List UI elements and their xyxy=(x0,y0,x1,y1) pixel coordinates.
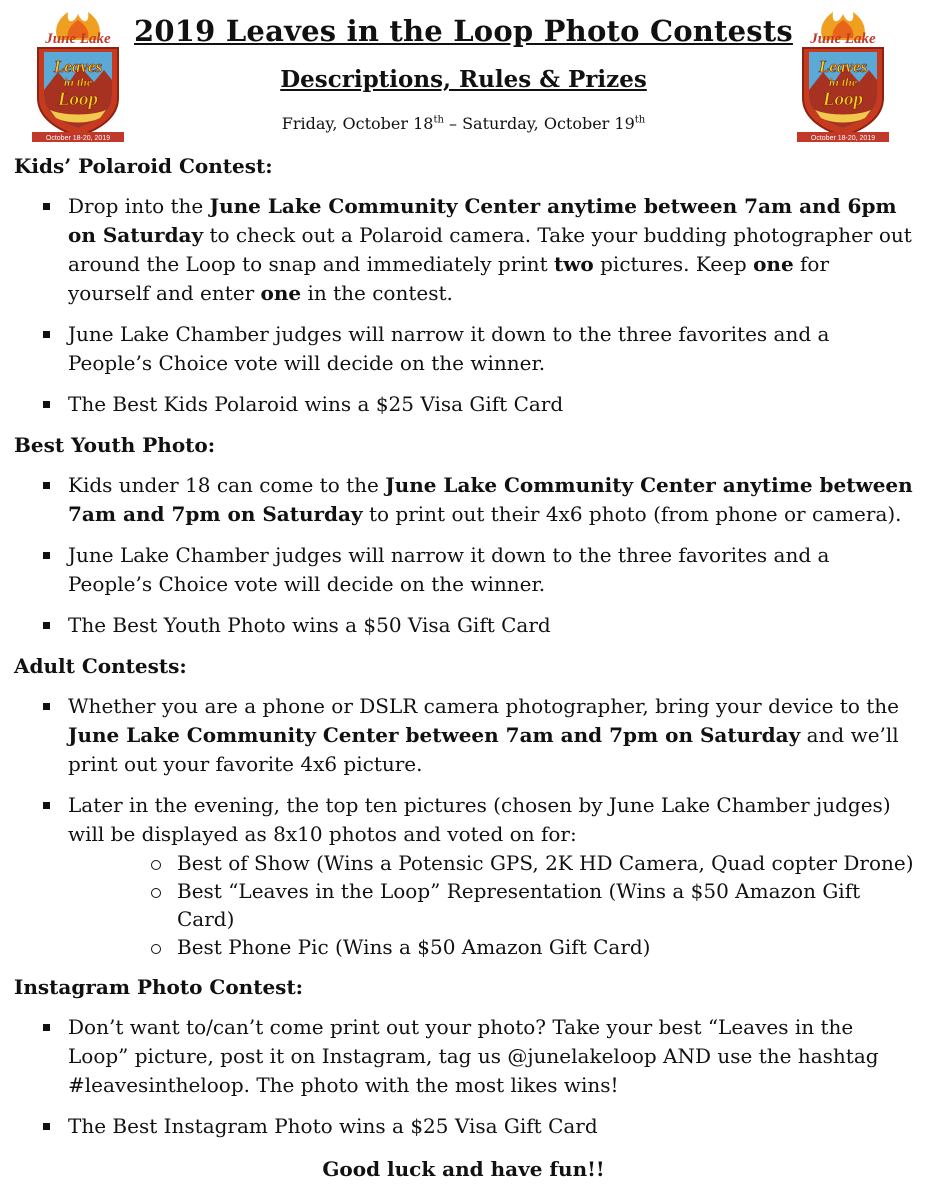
closing-message: Good luck and have fun!! xyxy=(322,1157,605,1181)
svg-text:Loop: Loop xyxy=(57,89,99,110)
list-item: Whether you are a phone or DSLR camera photographer, bring your device to the June Lake Community Center between 7am and 7pm on Saturday and we’ll print out your favorite 4x6 picture. xyxy=(14,692,914,779)
bullet-square-icon xyxy=(43,703,50,710)
bullet-square-icon xyxy=(43,203,50,210)
svg-text:June Lake: June Lake xyxy=(810,31,876,47)
page-subtitle: Descriptions, Rules & Prizes xyxy=(280,66,647,93)
svg-text:Loop: Loop xyxy=(822,89,864,110)
bullet-circle-icon xyxy=(151,944,161,954)
bullet-square-icon xyxy=(43,482,50,489)
event-dates: Friday, October 18th – Saturday, October 19th xyxy=(281,114,646,133)
list-item: The Best Youth Photo wins a $50 Visa Gift Card xyxy=(14,611,914,640)
list-item: The Best Instagram Photo wins a $25 Visa Gift Card xyxy=(14,1112,914,1141)
section-heading-instagram: Instagram Photo Contest: xyxy=(14,975,304,999)
list-item: The Best Kids Polaroid wins a $25 Visa Gift Card xyxy=(14,390,914,419)
bullet-square-icon xyxy=(43,1123,50,1130)
instagram-rules xyxy=(14,1013,914,1141)
svg-text:in the: in the xyxy=(828,75,858,89)
adult-award-categories xyxy=(68,849,914,961)
sub-list-item: Best of Show (Wins a Potensic GPS, 2K HD Camera, Quad copter Drone) xyxy=(68,849,914,877)
section-heading-best-youth: Best Youth Photo: xyxy=(14,433,216,457)
list-item: Don’t want to/can’t come print out your photo? Take your best “Leaves in the Loop” picture, post it on Instagram, tag us @junelakeloop AND use the hashtag #leavesintheloop. The photo with the most likes wins! xyxy=(14,1013,914,1100)
svg-text:Leaves: Leaves xyxy=(53,57,103,76)
list-item: June Lake Chamber judges will narrow it down to the three favorites and a People’s Choice vote will decide on the winner. xyxy=(14,541,914,599)
bullet-square-icon xyxy=(43,331,50,338)
sub-list-item: Best “Leaves in the Loop” Representation (Wins a $50 Amazon Gift Card) xyxy=(68,877,914,933)
adult-rules xyxy=(14,692,914,961)
svg-text:in the: in the xyxy=(63,75,93,89)
bullet-square-icon xyxy=(43,802,50,809)
bullet-circle-icon xyxy=(151,888,161,898)
bullet-square-icon xyxy=(43,1024,50,1031)
list-item: June Lake Chamber judges will narrow it down to the three favorites and a People’s Choice vote will decide on the winner. xyxy=(14,320,914,378)
svg-text:October 18-20, 2019: October 18-20, 2019 xyxy=(810,135,876,142)
list-item: Kids under 18 can come to the June Lake Community Center anytime between 7am and 7pm on Saturday to print out their 4x6 photo (from phone or camera). xyxy=(14,471,914,529)
kids-polaroid-rules xyxy=(14,192,914,419)
bullet-square-icon xyxy=(43,401,50,408)
list-item: Drop into the June Lake Community Center anytime between 7am and 6pm on Saturday to check out a Polaroid camera. Take your budding photographer out around the Loop to snap and immediately print two pictures. Keep one for yourself and enter one in the contest. xyxy=(14,192,914,308)
page-title: 2019 Leaves in the Loop Photo Contests xyxy=(134,14,793,48)
sub-list-item: Best Phone Pic (Wins a $50 Amazon Gift Card) xyxy=(68,933,914,961)
svg-text:June Lake: June Lake xyxy=(45,31,111,47)
section-heading-adult: Adult Contests: xyxy=(14,654,187,678)
bullet-circle-icon xyxy=(151,860,161,870)
list-item: Later in the evening, the top ten pictures (chosen by June Lake Chamber judges) will be displayed as 8x10 photos and voted on for: Best of Show (Wins a Potensic GPS, 2K HD Camera, Quad copter Drone) Best “Leaves in the Loop” Representation (Wins a $50 Amazon Gift Card) Best Phone Pic (Wins a $50 Amazon Gift Card) xyxy=(14,791,914,961)
section-heading-kids-polaroid: Kids’ Polaroid Contest: xyxy=(14,154,273,178)
bullet-square-icon xyxy=(43,552,50,559)
best-youth-rules xyxy=(14,471,914,640)
svg-text:Leaves: Leaves xyxy=(818,57,868,76)
svg-text:October 18-20, 2019: October 18-20, 2019 xyxy=(45,135,111,142)
contest-rules xyxy=(14,152,914,1141)
bullet-square-icon xyxy=(43,622,50,629)
